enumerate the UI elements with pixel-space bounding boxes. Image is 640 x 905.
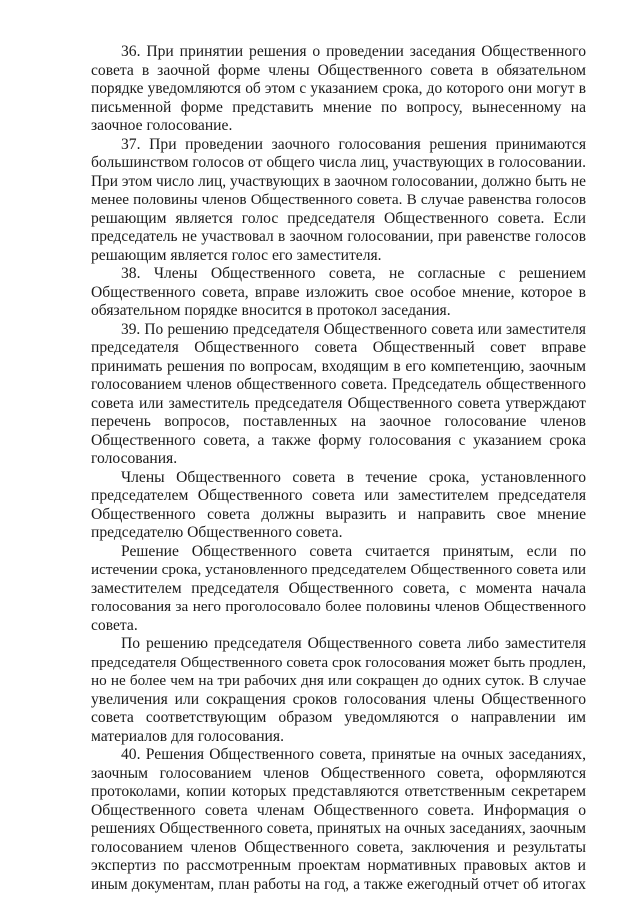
text-line: иным документам, план работы на год, а также ежегодный отчет об итогах <box>91 875 586 893</box>
text-line: принимать решения по вопросам, входящим в его компетенцию, заочным <box>91 357 586 375</box>
text-line: решающим является голос председателя Общественного совета. Если <box>91 209 586 227</box>
text-line: перечень вопросов, поставленных на заочное голосование членов <box>91 413 586 430</box>
paragraph-39-decision <box>91 543 586 636</box>
document-body <box>91 43 586 894</box>
text-line: заочное голосование. <box>91 117 233 134</box>
text-line: увеличения или сокращения сроков голосования члены Общественного <box>91 690 586 708</box>
text-line: Решение Общественного совета считается принятым, если по <box>121 542 586 560</box>
paragraph-40 <box>91 746 586 894</box>
text-line: председателю Общественного совета. <box>91 524 343 541</box>
paragraph-39-members <box>91 469 586 543</box>
text-line: председателем Общественного совета или заместителем председателя <box>91 487 586 504</box>
text-line: менее половины членов Общественного совета. В случае равенства голосов <box>91 191 586 208</box>
text-line: 36. При принятии решения о проведении заседания Общественного <box>121 43 586 60</box>
text-line: Общественного совета, вправе изложить свое особое мнение, которое в <box>91 283 586 301</box>
paragraph-39 <box>91 321 586 469</box>
paragraph-37 <box>91 136 586 266</box>
text-line: голосованием членов Общественного совета, заключения и результаты <box>91 838 586 856</box>
text-line: председателя Общественного совета Общественный совет вправе <box>91 339 586 356</box>
text-line: голосования. <box>91 450 178 467</box>
text-line: письменной форме представить мнение по вопросу, вынесенному на <box>91 98 586 116</box>
text-line: совета или заместитель председателя Общественного совета утверждают <box>91 394 586 412</box>
text-line: обязательном порядке вносится в протокол заседания. <box>91 302 451 319</box>
text-line: 39. По решению председателя Общественного совета или заместителя <box>121 320 586 338</box>
text-line: решающим является голос его заместителя. <box>91 246 382 264</box>
text-line: 40. Решения Общественного совета, принятые на очных заседаниях, <box>121 746 586 763</box>
text-line: решениях Общественного совета, принятых на очных заседаниях, заочным <box>91 820 586 837</box>
text-line: заочным голосованием членов Общественного совета, оформляются <box>91 764 586 782</box>
text-line: но не более чем на три рабочих дня или сокращен до одних суток. В случае <box>91 672 586 689</box>
paragraph-36 <box>91 43 586 136</box>
text-line: совета в заочной форме члены Общественного совета в обязательном <box>91 61 586 79</box>
text-line: заместителем председателя Общественного совета, с момента начала <box>91 579 586 597</box>
text-line: экспертиз по рассмотренным проектам нормативных правовых актов и <box>91 857 586 874</box>
text-line: голосования за него проголосовало более половины членов Общественного <box>91 598 586 615</box>
text-line: Общественного совета членам Общественного совета. Информация о <box>91 801 586 819</box>
text-line: При этом число лиц, участвующих в заочном голосовании, должно быть не <box>91 172 586 190</box>
text-line: Общественного совета, а также форму голосования с указанием срока <box>91 431 586 449</box>
text-line: большинством голосов от общего числа лиц, участвующих в голосовании. <box>91 154 586 171</box>
text-line: порядке уведомляются об этом с указанием срока, до которого они могут в <box>91 80 586 97</box>
text-line: совета. <box>91 616 138 634</box>
text-line: протоколами, копии которых представляются ответственным секретарем <box>91 783 586 800</box>
text-line: 38. Члены Общественного совета, не согласные с решением <box>121 265 586 282</box>
text-line: совета соответствующим образом уведомляются о направлении им <box>91 709 586 726</box>
text-line: председателя Общественного совета срок голосования может быть продлен, <box>91 653 586 671</box>
text-line: голосованием членов общественного совета. Председатель общественного <box>91 376 586 393</box>
paragraph-38 <box>91 265 586 321</box>
text-line: 37. При проведении заочного голосования решения принимаются <box>121 135 586 153</box>
text-line: материалов для голосования. <box>91 727 284 745</box>
text-line: истечении срока, установленного председателем Общественного совета или <box>91 561 586 578</box>
text-line: По решению председателя Общественного совета либо заместителя <box>121 635 586 652</box>
text-line: председатель не участвовал в заочном голосовании, при равенстве голосов <box>91 228 586 245</box>
paragraph-39-term <box>91 635 586 746</box>
text-line: Члены Общественного совета в течение срока, установленного <box>121 468 586 486</box>
text-line: Общественного совета должны выразить и направить свое мнение <box>91 505 586 523</box>
